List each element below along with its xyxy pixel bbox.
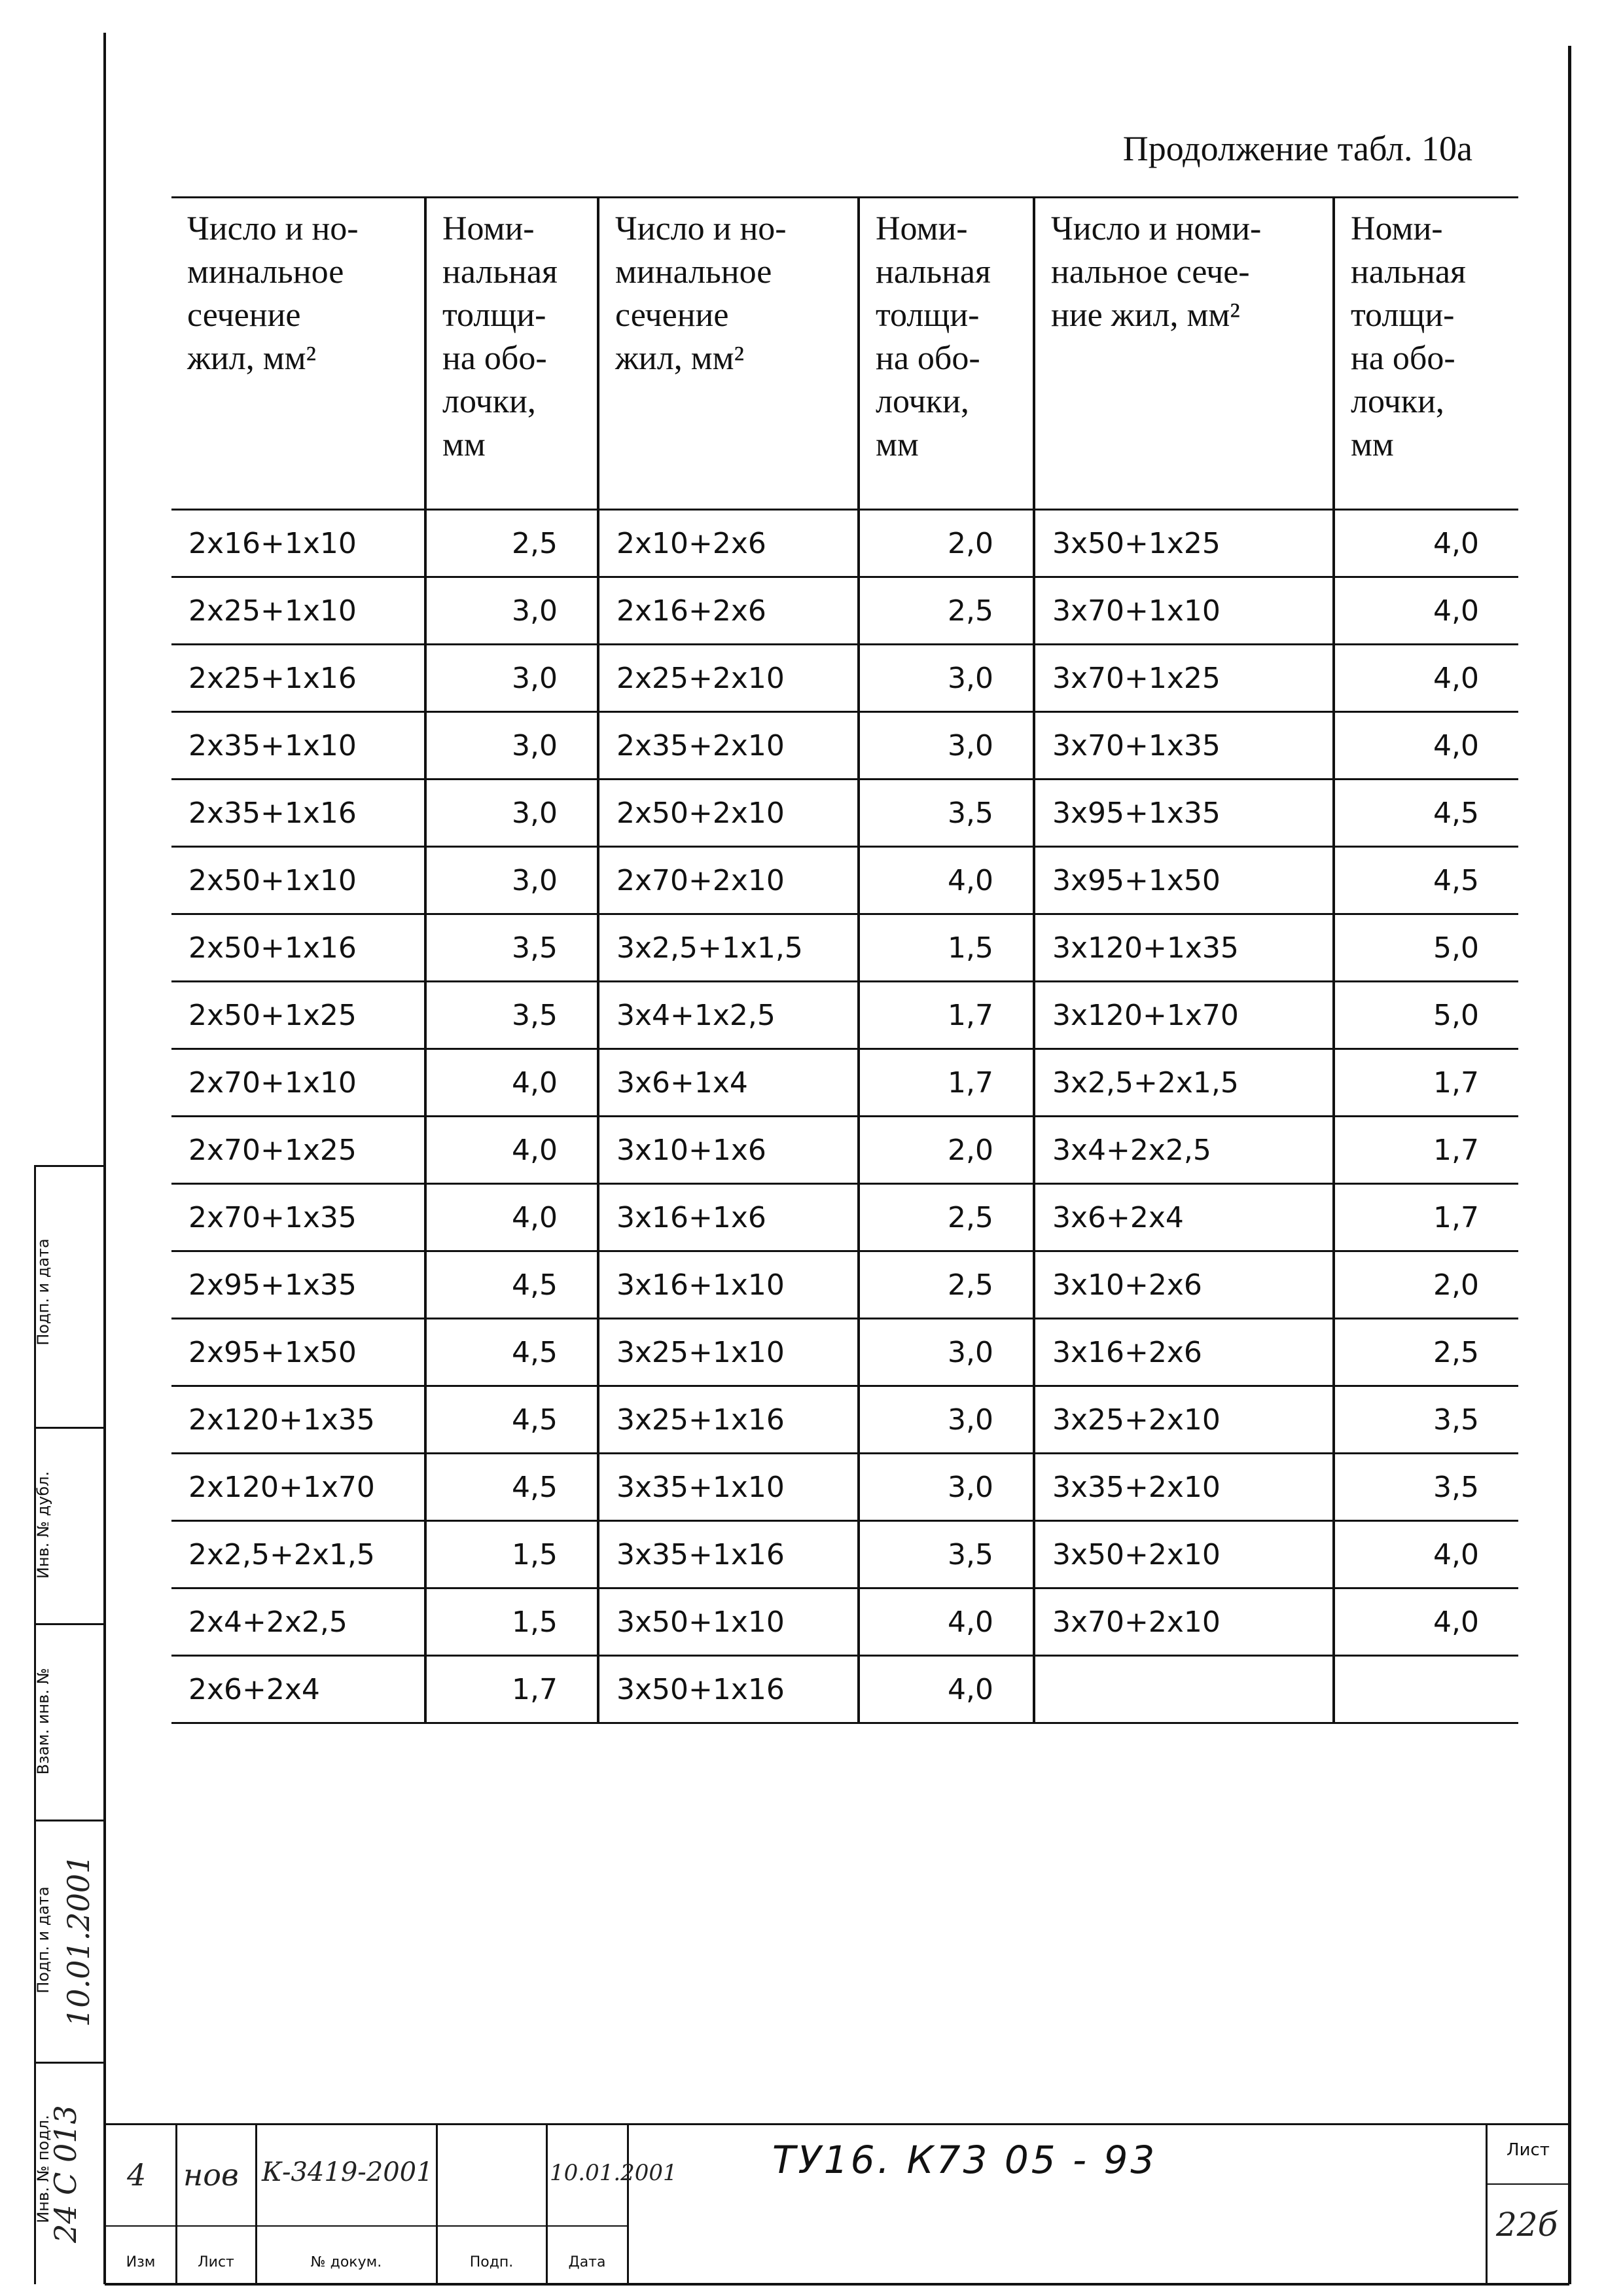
frame-left-border <box>103 33 106 2284</box>
sheath-thickness-cell: 1,7 <box>425 1656 598 1723</box>
core-section-cell: 3х16+1х6 <box>598 1184 859 1251</box>
title-block-top-line <box>105 2123 1569 2125</box>
core-section-cell: 2х50+2х10 <box>598 780 859 847</box>
header-cores-2: Число и но- минальное сечение жил, мм² <box>598 198 859 510</box>
sheath-thickness-cell: 3,5 <box>1334 1386 1518 1454</box>
core-section-cell: 2х35+2х10 <box>598 712 859 780</box>
strip-label-replace-inv: Взам. инв. № <box>34 1668 52 1775</box>
core-section-cell: 2х10+2х6 <box>598 510 859 577</box>
sheath-thickness-cell: 2,0 <box>859 510 1034 577</box>
core-section-cell: 2х16+2х6 <box>598 577 859 645</box>
title-block-bottom-line <box>105 2283 1569 2286</box>
core-section-cell: 3х50+1х10 <box>598 1588 859 1656</box>
sheath-thickness-cell: 4,5 <box>425 1386 598 1454</box>
core-section-cell: 3х50+1х25 <box>1034 510 1334 577</box>
sheet-box-divider <box>1486 2183 1569 2185</box>
table-row <box>171 1117 1518 1184</box>
table-row <box>171 577 1518 645</box>
table-row <box>171 510 1518 577</box>
table-body <box>171 510 1518 1723</box>
core-section-cell: 3х25+1х16 <box>598 1386 859 1454</box>
core-section-cell: 2х16+1х10 <box>171 510 425 577</box>
table-row <box>171 914 1518 982</box>
title-value-change: 4 <box>127 2157 147 2193</box>
core-section-cell: 3х95+1х35 <box>1034 780 1334 847</box>
sheath-thickness-cell: 4,0 <box>1334 645 1518 712</box>
core-section-cell: 3х120+1х35 <box>1034 914 1334 982</box>
core-section-cell: 3х6+1х4 <box>598 1049 859 1117</box>
title-label-signature: Подп. <box>469 2254 514 2270</box>
handwritten-sign-date: 10.01.2001 <box>61 1854 96 2027</box>
title-value-document: К-3419-2001 <box>262 2157 433 2187</box>
sheath-thickness-cell: 3,0 <box>859 1386 1034 1454</box>
sheath-thickness-cell: 1,5 <box>425 1521 598 1588</box>
title-label-document: № докум. <box>310 2254 382 2270</box>
sheath-thickness-cell: 2,5 <box>1334 1319 1518 1386</box>
strip-divider <box>34 1427 105 1429</box>
table-row <box>171 712 1518 780</box>
sheath-thickness-cell: 1,5 <box>859 914 1034 982</box>
sheath-thickness-cell: 3,0 <box>425 577 598 645</box>
strip-label-inv-original: Инв. № подл. <box>34 2115 52 2223</box>
core-section-cell: 3х10+2х6 <box>1034 1251 1334 1319</box>
sheath-thickness-cell: 1,7 <box>859 1049 1034 1117</box>
core-section-cell: 2х2,5+2х1,5 <box>171 1521 425 1588</box>
title-value-date: 10.01.2001 <box>550 2160 677 2186</box>
core-section-cell: 3х4+1х2,5 <box>598 982 859 1049</box>
sheath-thickness-cell: 3,0 <box>425 645 598 712</box>
strip-divider <box>34 1820 105 1821</box>
core-section-cell: 3х16+2х6 <box>1034 1319 1334 1386</box>
core-section-cell: 2х25+1х10 <box>171 577 425 645</box>
table-row <box>171 645 1518 712</box>
sheath-thickness-cell: 3,0 <box>859 1319 1034 1386</box>
frame-right-border <box>1568 46 1571 2284</box>
table-header-row <box>171 198 1518 510</box>
header-thickness-1: Номи- нальная толщи- на обо- лочки, мм <box>425 198 598 510</box>
core-section-cell: 2х70+1х10 <box>171 1049 425 1117</box>
table-row <box>171 1049 1518 1117</box>
core-section-cell: 3х70+1х10 <box>1034 577 1334 645</box>
sheath-thickness-cell: 4,0 <box>1334 577 1518 645</box>
core-section-cell: 3х4+2х2,5 <box>1034 1117 1334 1184</box>
sheath-thickness-cell: 1,7 <box>1334 1184 1518 1251</box>
table-row <box>171 1656 1518 1723</box>
core-section-cell: 2х35+1х16 <box>171 780 425 847</box>
sheath-thickness-cell: 1,7 <box>1334 1049 1518 1117</box>
title-block-mid-line <box>105 2225 628 2227</box>
sheath-thickness-cell: 5,0 <box>1334 914 1518 982</box>
sheath-thickness-cell: 4,0 <box>859 1588 1034 1656</box>
strip-divider <box>34 1623 105 1625</box>
sheath-thickness-cell: 4,5 <box>1334 780 1518 847</box>
sheath-thickness-cell: 3,5 <box>1334 1454 1518 1521</box>
core-section-cell: 2х6+2х4 <box>171 1656 425 1723</box>
table-row <box>171 1184 1518 1251</box>
sheath-thickness-cell: 3,0 <box>425 712 598 780</box>
cable-sheath-table <box>171 196 1518 1724</box>
core-section-cell: 3х50+1х16 <box>598 1656 859 1723</box>
sheath-thickness-cell: 3,5 <box>425 982 598 1049</box>
table-row <box>171 1521 1518 1588</box>
sheet-label: Лист <box>1507 2140 1550 2160</box>
sheath-thickness-cell: 1,7 <box>859 982 1034 1049</box>
core-section-cell: 2х50+1х10 <box>171 847 425 914</box>
header-thickness-3: Номи- нальная толщи- на обо- лочки, мм <box>1334 198 1518 510</box>
title-block-sep <box>627 2123 629 2284</box>
sheath-thickness-cell: 4,5 <box>425 1454 598 1521</box>
strip-label-sign-date: Подп. и дата <box>34 1238 52 1346</box>
core-section-cell: 3х25+1х10 <box>598 1319 859 1386</box>
strip-divider <box>34 2062 105 2064</box>
sheath-thickness-cell: 2,5 <box>859 1184 1034 1251</box>
core-section-cell: 3х70+1х25 <box>1034 645 1334 712</box>
sheath-thickness-cell: 4,5 <box>1334 847 1518 914</box>
sheath-thickness-cell: 4,0 <box>1334 1521 1518 1588</box>
sheath-thickness-cell: 1,7 <box>1334 1117 1518 1184</box>
table-row <box>171 982 1518 1049</box>
strip-divider <box>34 1165 105 1167</box>
core-section-cell: 2х50+1х16 <box>171 914 425 982</box>
core-section-cell: 3х6+2х4 <box>1034 1184 1334 1251</box>
core-section-cell: 2х35+1х10 <box>171 712 425 780</box>
sheath-thickness-cell: 3,5 <box>859 1521 1034 1588</box>
core-section-cell: 2х70+1х25 <box>171 1117 425 1184</box>
table-row <box>171 1588 1518 1656</box>
core-section-cell: 3х2,5+2х1,5 <box>1034 1049 1334 1117</box>
sheath-thickness-cell: 2,5 <box>425 510 598 577</box>
sheath-thickness-cell: 2,5 <box>859 577 1034 645</box>
header-thickness-2: Номи- нальная толщи- на обо- лочки, мм <box>859 198 1034 510</box>
core-section-cell: 3х25+2х10 <box>1034 1386 1334 1454</box>
sheath-thickness-cell: 3,0 <box>859 712 1034 780</box>
table-row <box>171 1319 1518 1386</box>
core-section-cell: 3х35+1х10 <box>598 1454 859 1521</box>
core-section-cell: 3х35+2х10 <box>1034 1454 1334 1521</box>
title-label-sheet: Лист <box>198 2254 234 2270</box>
continuation-caption: Продолжение табл. 10а <box>1122 129 1472 168</box>
sheath-thickness-cell: 3,0 <box>425 780 598 847</box>
core-section-cell: 2х70+1х35 <box>171 1184 425 1251</box>
core-section-cell: 2х120+1х35 <box>171 1386 425 1454</box>
document-number: ТУ16. К73 05 - 93 <box>772 2138 1158 2182</box>
strip-label-sign-date-2: Подп. и дата <box>34 1886 52 1994</box>
sheath-thickness-cell: 3,0 <box>859 1454 1034 1521</box>
sheath-thickness-cell: 3,5 <box>859 780 1034 847</box>
header-cores-3: Число и номи- нальное сече- ние жил, мм² <box>1034 198 1334 510</box>
core-section-cell: 2х50+1х25 <box>171 982 425 1049</box>
sheath-thickness-cell: 4,5 <box>425 1251 598 1319</box>
sheet-number: 22б <box>1496 2206 1558 2244</box>
core-section-cell: 3х120+1х70 <box>1034 982 1334 1049</box>
table-row <box>171 1386 1518 1454</box>
sheath-thickness-cell: 3,0 <box>425 847 598 914</box>
sheath-thickness-cell: 2,0 <box>1334 1251 1518 1319</box>
core-section-cell: 3х35+1х16 <box>598 1521 859 1588</box>
core-section-cell: 3х70+1х35 <box>1034 712 1334 780</box>
title-value-sheet: нов <box>183 2157 239 2193</box>
core-section-cell <box>1034 1656 1334 1723</box>
core-section-cell: 2х95+1х35 <box>171 1251 425 1319</box>
handwritten-inv-number: 24 С 013 <box>48 2105 83 2243</box>
table-row <box>171 847 1518 914</box>
sheath-thickness-cell: 4,0 <box>425 1117 598 1184</box>
sheath-thickness-cell: 4,0 <box>1334 510 1518 577</box>
title-label-change: Изм <box>126 2254 156 2270</box>
title-label-date: Дата <box>568 2254 606 2270</box>
sheath-thickness-cell <box>1334 1656 1518 1723</box>
core-section-cell: 3х2,5+1х1,5 <box>598 914 859 982</box>
core-section-cell: 2х120+1х70 <box>171 1454 425 1521</box>
sheath-thickness-cell: 4,0 <box>1334 1588 1518 1656</box>
sheath-thickness-cell: 4,5 <box>425 1319 598 1386</box>
sheath-thickness-cell: 4,0 <box>425 1184 598 1251</box>
core-section-cell: 2х95+1х50 <box>171 1319 425 1386</box>
header-cores-1: Число и но- минальное сечение жил, мм² <box>171 198 425 510</box>
core-section-cell: 2х70+2х10 <box>598 847 859 914</box>
core-section-cell: 3х50+2х10 <box>1034 1521 1334 1588</box>
core-section-cell: 3х16+1х10 <box>598 1251 859 1319</box>
table-row <box>171 780 1518 847</box>
table-row <box>171 1454 1518 1521</box>
core-section-cell: 3х70+2х10 <box>1034 1588 1334 1656</box>
sheath-thickness-cell: 4,0 <box>1334 712 1518 780</box>
sheath-thickness-cell: 1,5 <box>425 1588 598 1656</box>
core-section-cell: 2х4+2х2,5 <box>171 1588 425 1656</box>
core-section-cell: 3х10+1х6 <box>598 1117 859 1184</box>
table-row <box>171 1251 1518 1319</box>
core-section-cell: 2х25+1х16 <box>171 645 425 712</box>
core-section-cell: 2х25+2х10 <box>598 645 859 712</box>
sheath-thickness-cell: 4,0 <box>425 1049 598 1117</box>
sheath-thickness-cell: 2,5 <box>859 1251 1034 1319</box>
sheath-thickness-cell: 3,5 <box>425 914 598 982</box>
sheath-thickness-cell: 5,0 <box>1334 982 1518 1049</box>
core-section-cell: 3х95+1х50 <box>1034 847 1334 914</box>
sheath-thickness-cell: 3,0 <box>859 645 1034 712</box>
strip-label-inv-dup: Инв. № дубл. <box>34 1471 52 1579</box>
sheath-thickness-cell: 4,0 <box>859 847 1034 914</box>
sheath-thickness-cell: 4,0 <box>859 1656 1034 1723</box>
sheath-thickness-cell: 2,0 <box>859 1117 1034 1184</box>
